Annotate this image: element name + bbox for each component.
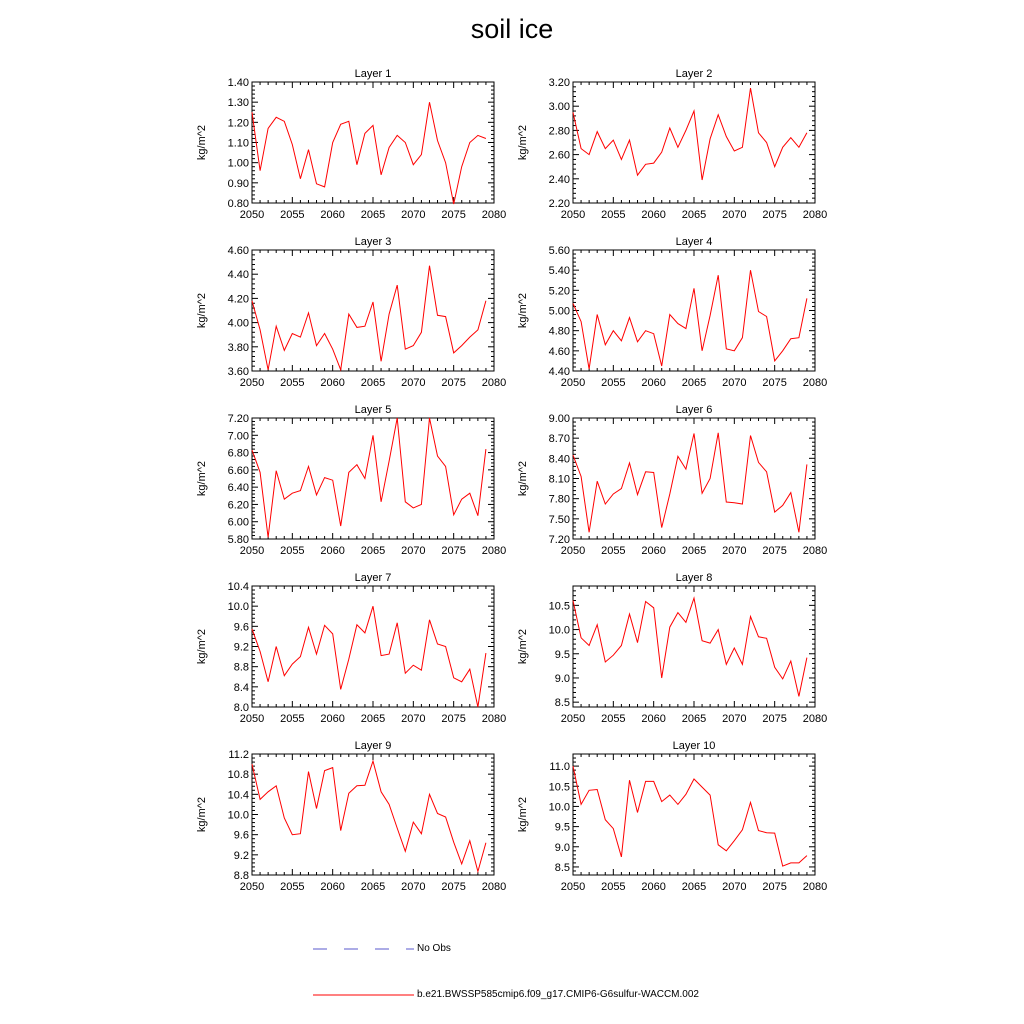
y-tick-label: 10.0 xyxy=(227,809,249,822)
x-tick-label: 2070 xyxy=(722,713,747,725)
x-tick-label: 2080 xyxy=(481,713,507,725)
y-tick-label: 9.5 xyxy=(554,648,570,661)
y-axis-label: kg/m^2 xyxy=(517,292,529,329)
x-tick-label: 2080 xyxy=(481,377,507,389)
y-axis-label: kg/m^2 xyxy=(196,460,208,497)
x-tick-label: 2070 xyxy=(401,377,426,389)
series-line xyxy=(252,418,486,537)
x-tick-label: 2060 xyxy=(641,881,666,893)
y-tick-label: 9.2 xyxy=(233,641,249,654)
chart-panel xyxy=(196,236,506,389)
x-tick-label: 2055 xyxy=(601,881,626,893)
panel-title: Layer 8 xyxy=(675,572,713,584)
x-tick-label: 2070 xyxy=(401,881,426,893)
x-tick-label: 2050 xyxy=(239,713,265,725)
chart-panel xyxy=(517,404,827,557)
y-tick-label: 4.20 xyxy=(227,293,249,306)
x-tick-label: 2055 xyxy=(280,545,305,557)
y-tick-label: 7.00 xyxy=(227,430,249,443)
plot-frame xyxy=(573,586,815,707)
x-tick-label: 2075 xyxy=(441,881,466,893)
x-tick-label: 2080 xyxy=(802,377,828,389)
y-tick-label: 9.6 xyxy=(233,621,249,634)
y-tick-label: 0.90 xyxy=(227,177,249,190)
legend-obs-label: No Obs xyxy=(417,943,451,954)
chart-panel xyxy=(196,572,506,725)
x-tick-label: 2070 xyxy=(401,545,426,557)
x-tick-label: 2075 xyxy=(762,545,787,557)
y-tick-label: 0.80 xyxy=(227,198,249,210)
x-tick-label: 2070 xyxy=(401,713,426,725)
y-tick-label: 8.10 xyxy=(548,473,570,486)
x-tick-label: 2055 xyxy=(280,209,305,221)
x-tick-label: 2050 xyxy=(560,209,586,221)
y-axis-label: kg/m^2 xyxy=(196,628,208,665)
x-tick-label: 2070 xyxy=(722,377,747,389)
x-tick-label: 2080 xyxy=(802,545,828,557)
y-tick-label: 6.00 xyxy=(227,516,249,529)
y-tick-label: 9.2 xyxy=(233,849,249,862)
x-tick-label: 2075 xyxy=(441,209,466,221)
x-tick-label: 2080 xyxy=(481,881,507,893)
x-tick-label: 2060 xyxy=(320,713,345,725)
x-tick-label: 2075 xyxy=(441,713,466,725)
x-tick-label: 2065 xyxy=(681,209,707,221)
chart-panel xyxy=(196,68,506,221)
y-tick-label: 2.60 xyxy=(548,149,570,162)
y-tick-label: 4.60 xyxy=(548,345,570,358)
y-tick-label: 6.80 xyxy=(227,447,249,460)
y-tick-label: 5.00 xyxy=(548,305,570,318)
y-tick-label: 5.60 xyxy=(548,245,570,257)
panel-title: Layer 9 xyxy=(354,740,392,752)
y-tick-label: 3.20 xyxy=(548,77,570,89)
x-tick-label: 2080 xyxy=(481,209,507,221)
y-tick-label: 2.80 xyxy=(548,125,570,138)
series-line xyxy=(573,270,807,369)
chart-panel xyxy=(196,404,506,557)
y-tick-label: 10.4 xyxy=(227,789,249,802)
y-tick-label: 5.40 xyxy=(548,265,570,278)
plot-frame xyxy=(573,82,815,203)
x-tick-label: 2065 xyxy=(681,713,707,725)
y-tick-label: 7.50 xyxy=(548,513,570,526)
y-tick-label: 7.20 xyxy=(548,534,570,546)
panel-title: Layer 4 xyxy=(675,236,713,248)
y-tick-label: 8.5 xyxy=(554,861,570,874)
series-line xyxy=(573,88,807,180)
x-tick-label: 2065 xyxy=(681,545,707,557)
x-tick-label: 2055 xyxy=(280,713,305,725)
x-tick-label: 2080 xyxy=(802,713,828,725)
x-tick-label: 2060 xyxy=(320,377,345,389)
x-tick-label: 2065 xyxy=(360,377,386,389)
panel-title: Layer 7 xyxy=(354,572,392,584)
x-tick-label: 2080 xyxy=(481,545,507,557)
chart-panel xyxy=(517,572,827,725)
x-tick-label: 2065 xyxy=(360,713,386,725)
x-tick-label: 2070 xyxy=(722,545,747,557)
y-tick-label: 4.00 xyxy=(227,317,249,330)
y-tick-label: 11.2 xyxy=(228,749,249,761)
y-tick-label: 5.80 xyxy=(227,534,249,546)
y-axis-label: kg/m^2 xyxy=(196,124,208,161)
y-tick-label: 4.40 xyxy=(548,366,570,378)
x-tick-label: 2055 xyxy=(601,209,626,221)
y-tick-label: 9.6 xyxy=(233,829,249,842)
y-tick-label: 4.60 xyxy=(227,245,249,257)
x-tick-label: 2065 xyxy=(681,881,707,893)
y-tick-label: 8.70 xyxy=(548,433,570,446)
chart-panel xyxy=(517,740,827,893)
chart-panel xyxy=(517,236,827,389)
x-tick-label: 2050 xyxy=(560,377,586,389)
figure-title: soil ice xyxy=(470,14,554,44)
y-tick-label: 2.40 xyxy=(548,173,570,186)
x-tick-label: 2050 xyxy=(239,377,265,389)
y-tick-label: 10.5 xyxy=(548,781,570,794)
y-tick-label: 3.00 xyxy=(548,101,570,114)
y-tick-label: 10.0 xyxy=(548,801,570,814)
y-tick-label: 10.0 xyxy=(227,601,249,614)
x-tick-label: 2060 xyxy=(641,377,666,389)
y-tick-label: 8.40 xyxy=(548,453,570,466)
chart-panel xyxy=(517,68,827,221)
x-tick-label: 2075 xyxy=(762,209,787,221)
x-tick-label: 2060 xyxy=(320,545,345,557)
series-line xyxy=(573,598,807,696)
x-tick-label: 2055 xyxy=(280,881,305,893)
plot-frame xyxy=(252,250,494,371)
y-tick-label: 10.4 xyxy=(227,581,249,593)
y-tick-label: 10.0 xyxy=(548,624,570,637)
y-tick-label: 8.4 xyxy=(233,681,249,694)
y-axis-label: kg/m^2 xyxy=(517,460,529,497)
x-tick-label: 2065 xyxy=(360,209,386,221)
y-axis-label: kg/m^2 xyxy=(517,796,529,833)
plot-frame xyxy=(573,250,815,371)
series-line xyxy=(252,102,486,204)
y-tick-label: 8.8 xyxy=(233,870,249,882)
y-axis-label: kg/m^2 xyxy=(196,796,208,833)
x-tick-label: 2050 xyxy=(560,881,586,893)
y-tick-label: 9.00 xyxy=(548,413,570,425)
x-tick-label: 2050 xyxy=(560,713,586,725)
y-tick-label: 1.20 xyxy=(227,117,249,130)
y-tick-label: 1.30 xyxy=(227,97,249,110)
y-tick-label: 1.40 xyxy=(227,77,249,89)
y-tick-label: 6.40 xyxy=(227,482,249,495)
x-tick-label: 2065 xyxy=(681,377,707,389)
x-tick-label: 2070 xyxy=(722,209,747,221)
y-tick-label: 3.80 xyxy=(227,341,249,354)
x-tick-label: 2075 xyxy=(762,713,787,725)
x-tick-label: 2060 xyxy=(641,209,666,221)
x-tick-label: 2080 xyxy=(802,209,828,221)
y-tick-label: 6.20 xyxy=(227,499,249,512)
series-line xyxy=(573,433,807,533)
y-tick-label: 9.5 xyxy=(554,821,570,834)
series-line xyxy=(252,761,486,871)
plot-frame xyxy=(573,754,815,875)
y-tick-label: 5.20 xyxy=(548,285,570,298)
y-tick-label: 11.0 xyxy=(549,761,570,774)
panel-title: Layer 10 xyxy=(672,740,716,752)
x-tick-label: 2060 xyxy=(641,713,666,725)
x-tick-label: 2075 xyxy=(441,545,466,557)
y-axis-label: kg/m^2 xyxy=(517,628,529,665)
y-axis-label: kg/m^2 xyxy=(517,124,529,161)
chart-panel xyxy=(196,740,506,893)
x-tick-label: 2050 xyxy=(239,209,265,221)
x-tick-label: 2050 xyxy=(560,545,586,557)
series-line xyxy=(252,606,486,707)
series-line xyxy=(573,766,807,866)
x-tick-label: 2055 xyxy=(601,713,626,725)
x-tick-label: 2055 xyxy=(601,545,626,557)
series-line xyxy=(252,266,486,370)
x-tick-label: 2065 xyxy=(360,545,386,557)
y-tick-label: 7.20 xyxy=(227,413,249,425)
y-tick-label: 6.60 xyxy=(227,464,249,477)
y-tick-label: 8.5 xyxy=(554,697,570,710)
x-tick-label: 2055 xyxy=(601,377,626,389)
plot-frame xyxy=(252,754,494,875)
y-tick-label: 1.00 xyxy=(227,157,249,170)
x-tick-label: 2080 xyxy=(802,881,828,893)
y-tick-label: 1.10 xyxy=(227,137,249,150)
x-tick-label: 2075 xyxy=(441,377,466,389)
panel-title: Layer 3 xyxy=(354,236,392,248)
y-tick-label: 4.80 xyxy=(548,325,570,338)
y-tick-label: 9.0 xyxy=(554,841,570,854)
x-tick-label: 2055 xyxy=(280,377,305,389)
y-tick-label: 8.0 xyxy=(233,702,249,714)
y-tick-label: 10.8 xyxy=(227,769,249,782)
x-tick-label: 2060 xyxy=(320,881,345,893)
x-tick-label: 2075 xyxy=(762,881,787,893)
panel-title: Layer 1 xyxy=(354,68,392,80)
x-tick-label: 2060 xyxy=(641,545,666,557)
x-tick-label: 2060 xyxy=(320,209,345,221)
panel-title: Layer 6 xyxy=(675,404,713,416)
x-tick-label: 2070 xyxy=(401,209,426,221)
y-tick-label: 2.20 xyxy=(548,198,570,210)
x-tick-label: 2050 xyxy=(239,545,265,557)
y-tick-label: 3.60 xyxy=(227,366,249,378)
x-tick-label: 2075 xyxy=(762,377,787,389)
y-tick-label: 8.8 xyxy=(233,661,249,674)
x-tick-label: 2070 xyxy=(722,881,747,893)
legend-model-label: b.e21.BWSSP585cmip6.f09_g17.CMIP6-G6sulfur-WACCM.002 xyxy=(417,989,699,1000)
x-tick-label: 2065 xyxy=(360,881,386,893)
y-axis-label: kg/m^2 xyxy=(196,292,208,329)
panel-title: Layer 5 xyxy=(354,404,392,416)
x-tick-label: 2050 xyxy=(239,881,265,893)
y-tick-label: 10.5 xyxy=(548,600,570,613)
y-tick-label: 4.40 xyxy=(227,269,249,282)
y-tick-label: 9.0 xyxy=(554,672,570,685)
plot-frame xyxy=(252,586,494,707)
panel-title: Layer 2 xyxy=(675,68,713,80)
y-tick-label: 7.80 xyxy=(548,493,570,506)
